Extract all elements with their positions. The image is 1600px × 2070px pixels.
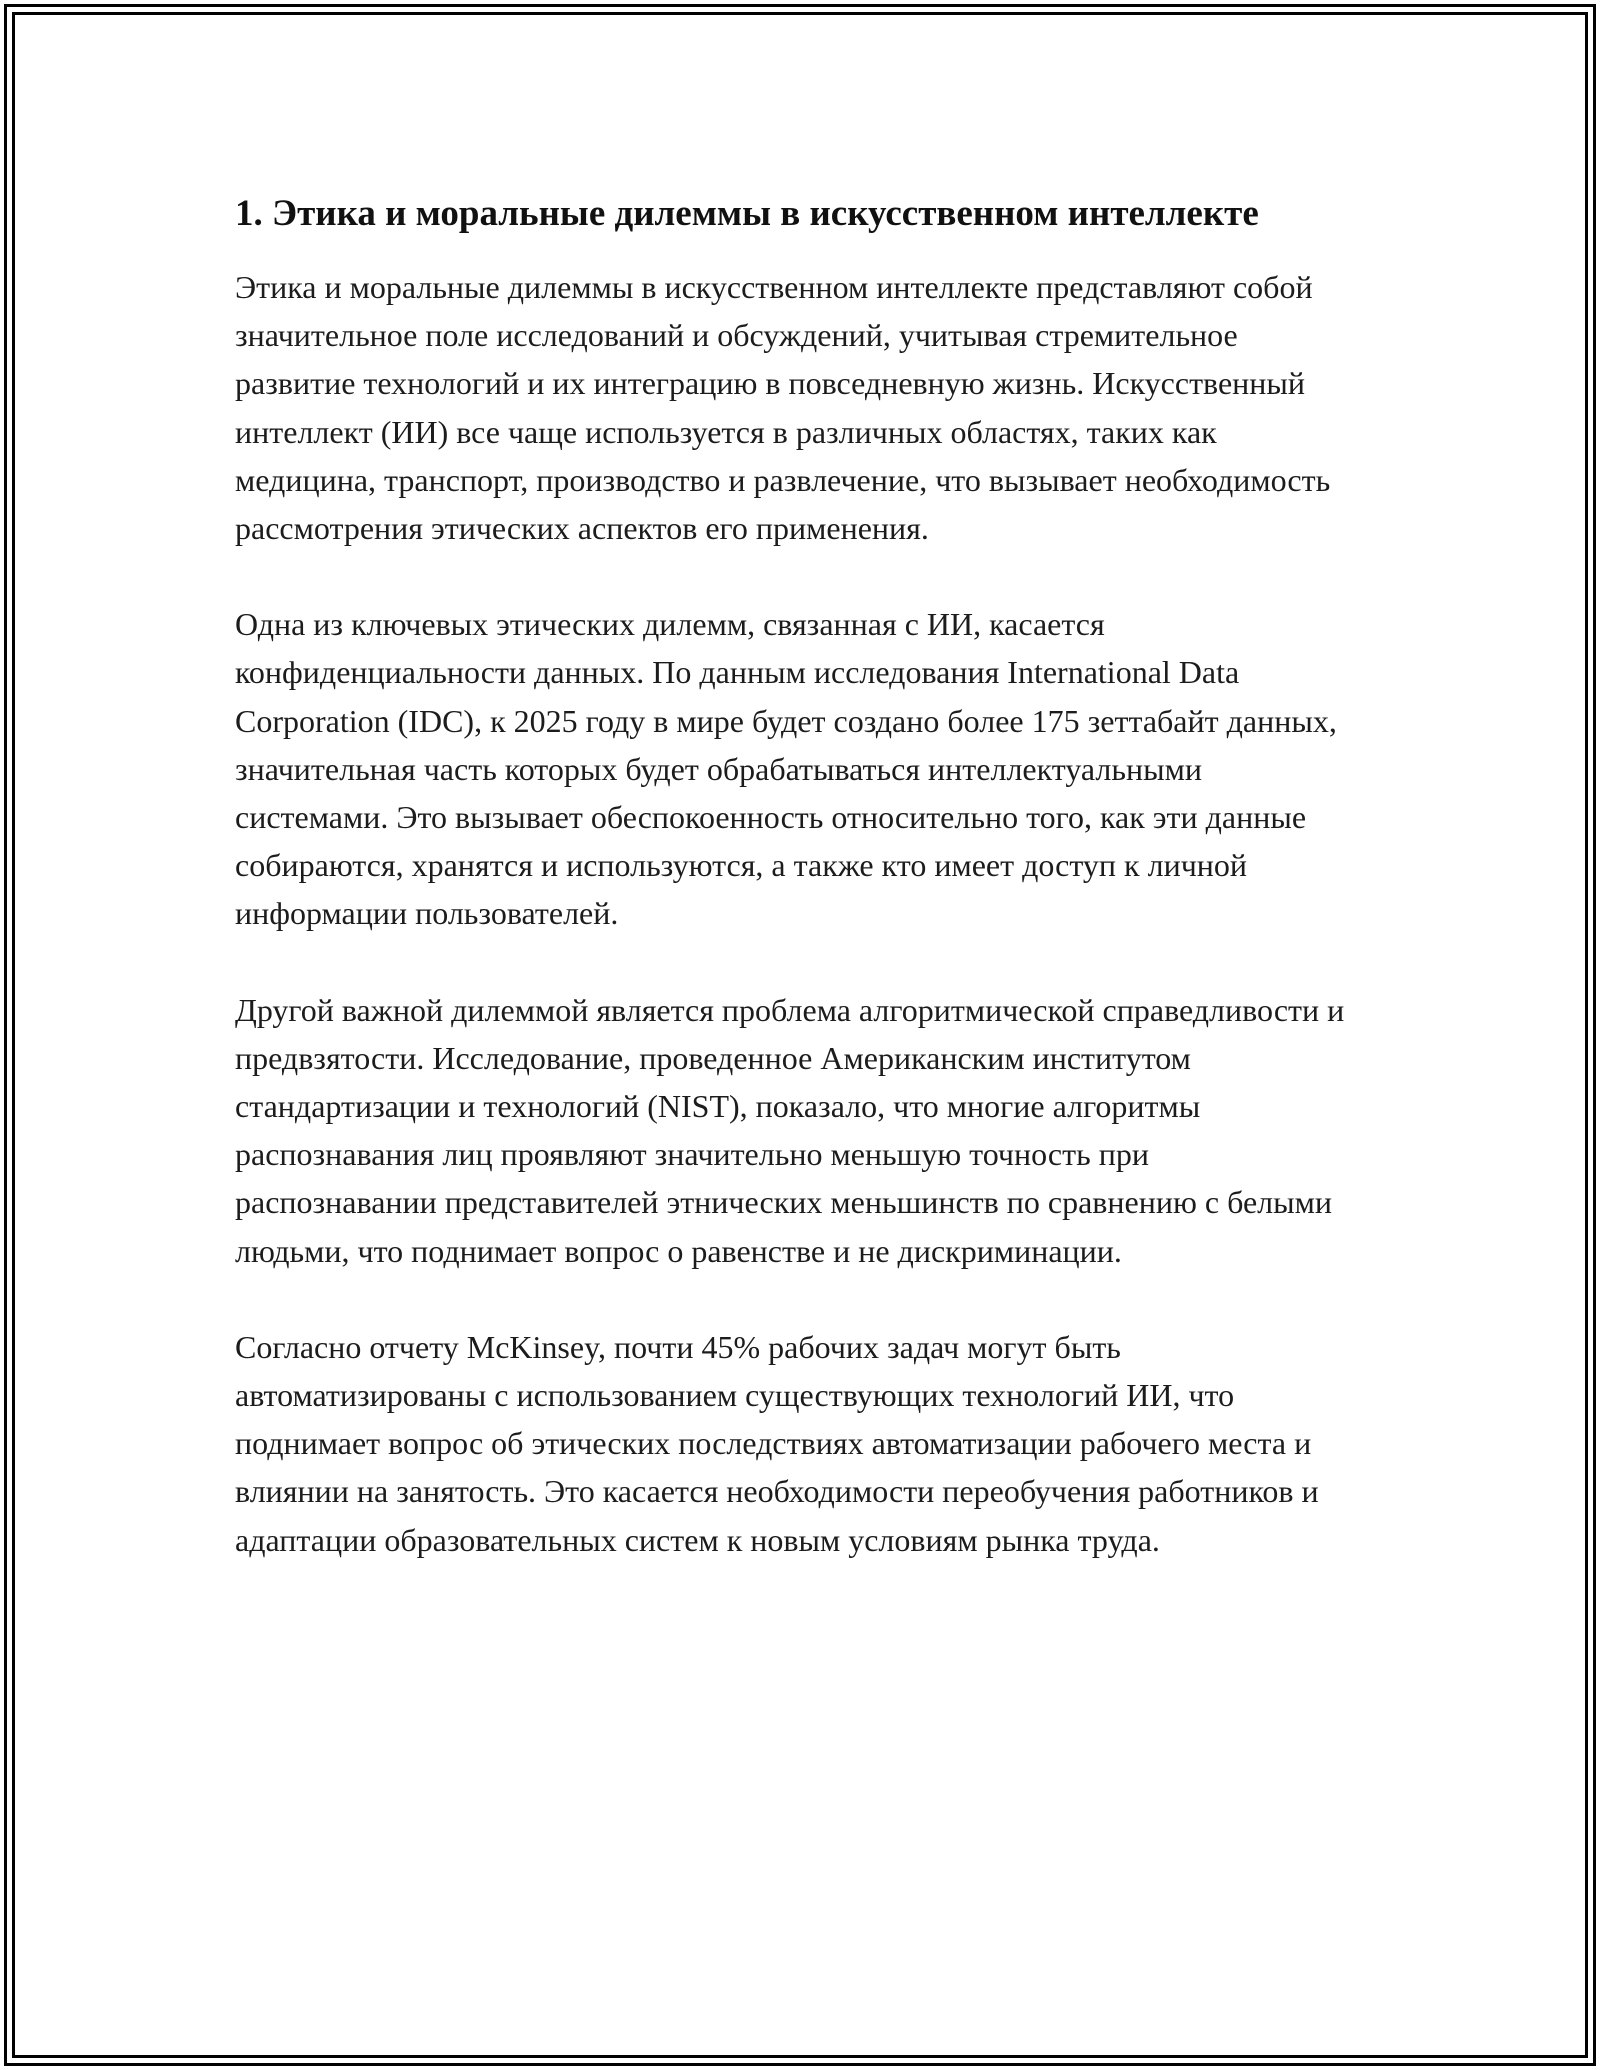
document-body <box>235 186 1345 1612</box>
paragraph-automation: Согласно отчету McKinsey, почти 45% рабочих задач могут быть автоматизированы с использованием существующих технологий ИИ, что поднимает вопрос об этических последствиях автоматизации рабочего места и влиянии на занятость. Это касается необходимости переобучения работников и адаптации образовательных систем к новым условиям рынка труда. <box>235 1328 1319 1558</box>
paragraph-intro: Этика и моральные дилеммы в искусственном интеллекте представляют собой значительное поле исследований и обсуждений, учитывая стремительное развитие технологий и их интеграцию в повседневную жизнь. Искусственный интеллект (ИИ) все чаще используется в различных областях, таких как медицина, транспорт, производство и развлечение, что вызывает необходимость рассмотрения этических аспектов его применения. <box>235 269 1331 547</box>
section-heading: 1. Этика и моральные дилеммы в искусственном интеллекте <box>235 193 1259 234</box>
paragraph-data-privacy: Одна из ключевых этических дилемм, связанная с ИИ, касается конфиденциальности данных. По данным исследования International Data Corporation (IDC), к 2025 году в мире будет создано более 175 зеттабайт данных, значительная часть которых будет обрабатываться интеллектуальными системами. Это вызывает обеспокоенность относительно того, как эти данные собираются, хранятся и используются, а также кто имеет доступ к личной информации пользователей. <box>235 606 1337 932</box>
paragraph-algorithmic-fairness: Другой важной дилеммой является проблема алгоритмической справедливости и предвзятости. Исследование, проведенное Американским институтом стандартизации и технологий (NIST), показало, что многие алгоритмы распознавания лиц проявляют значительно меньшую точность при распознавании представителей этнических меньшинств по сравнению с белыми людьми, что поднимает вопрос о равенстве и не дискриминации. <box>235 991 1345 1269</box>
